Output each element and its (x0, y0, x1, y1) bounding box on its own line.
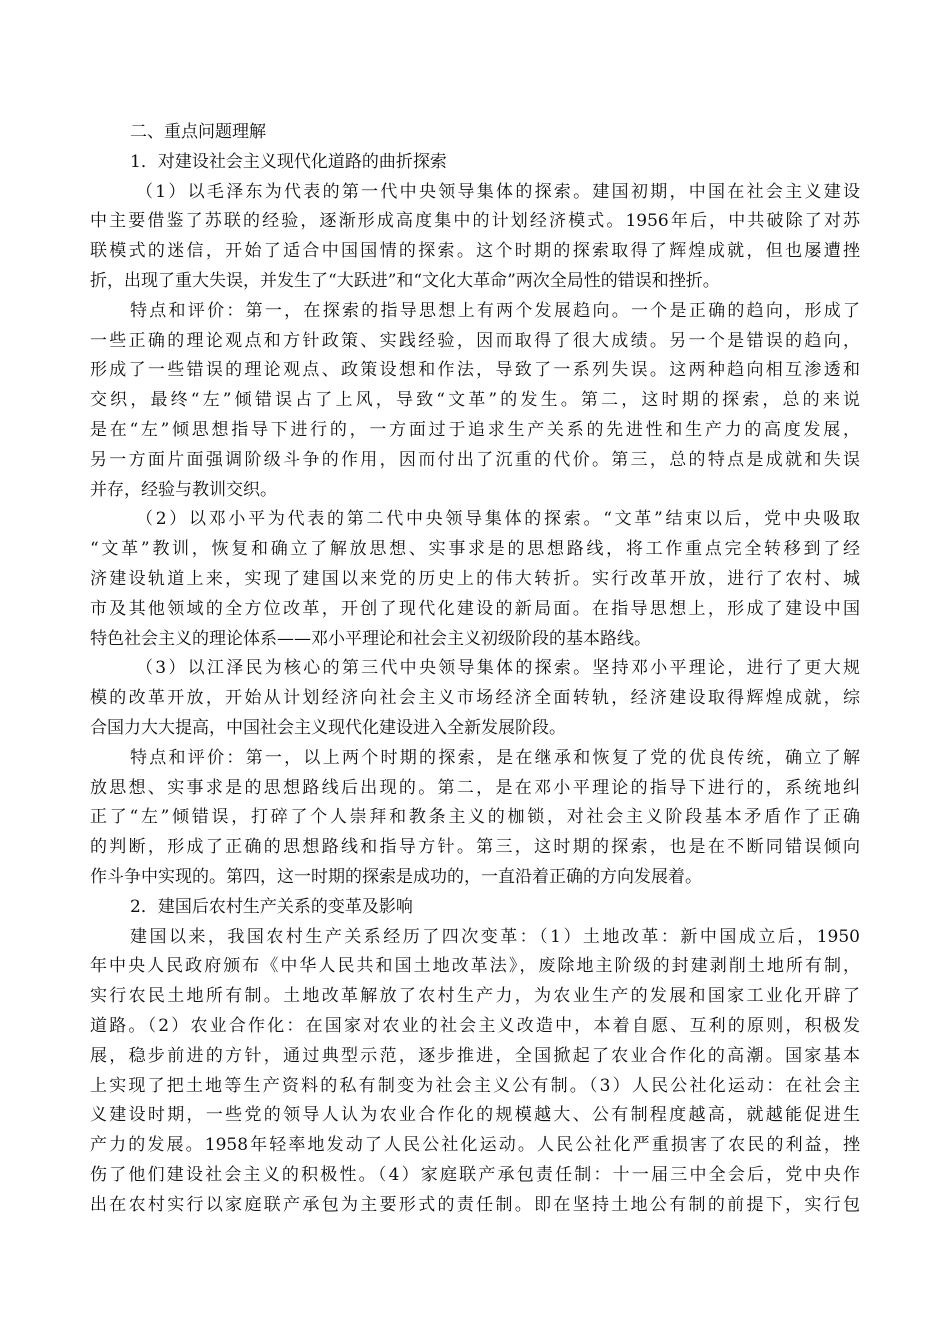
paragraph-line: 放思想、实事求是的思想路线后出现的。第二，是在邓小平理论的指导下进行的，系统地纠 (90, 777, 860, 798)
paragraph-line: 模的改革开放，开始从计划经济向社会主义市场经济全面转轨，经济建设取得辉煌成就，综 (90, 688, 860, 709)
subsection-title-2: 2．建国后农村生产关系的变革及影响 (130, 896, 413, 917)
paragraph-line: 合国力大大提高，中国社会主义现代化建设进入全新发展阶段。 (90, 717, 566, 738)
paragraph-line: 特点和评价：第一，以上两个时期的探索，是在继承和恢复了党的优良传统，确立了解 (130, 747, 860, 768)
paragraph-line: 是在“左”倾思想指导下进行的，一方面过于追求生产关系的先进性和生产力的高度发展， (90, 419, 860, 440)
paragraph-line: 道路。（2）农业合作化：在国家对农业的社会主义改造中，本着自愿、互利的原则，积极发 (90, 1015, 860, 1036)
paragraph-line: 联模式的迷信，开始了适合中国国情的探索。这个时期的探索取得了辉煌成就，但也屡遭挫 (90, 241, 860, 262)
paragraph-line: （3）以江泽民为核心的第三代中央领导集体的探索。坚持邓小平理论，进行了更大规 (136, 658, 860, 679)
paragraph-line: 伤了他们建设社会主义的积极性。（4）家庭联产承包责任制：十一届三中全会后，党中央作 (90, 1164, 860, 1185)
paragraph-line: 上实现了把土地等生产资料的私有制变为社会主义公有制。（3）人民公社化运动：在社会主 (90, 1075, 860, 1096)
paragraph-line: “文革”教训，恢复和确立了解放思想、实事求是的思想路线，将工作重点完全转移到了经 (90, 539, 860, 560)
paragraph-line: 特点和评价：第一，在探索的指导思想上有两个发展趋向。一个是正确的趋向，形成了 (130, 300, 860, 321)
paragraph-line: 的判断，形成了正确的思想路线和指导方针。第三，这时期的探索，也是在不断同错误倾向 (90, 837, 860, 858)
paragraph-line: （1）以毛泽东为代表的第一代中央领导集体的探索。建国初期，中国在社会主义建设 (136, 181, 860, 202)
paragraph-line: 市及其他领域的全方位改革，开创了现代化建设的新局面。在指导思想上，形成了建设中国 (90, 598, 860, 619)
paragraph-line: （2）以邓小平为代表的第二代中央领导集体的探索。“文革”结束以后，党中央吸取 (136, 509, 860, 530)
paragraph-line: 特色社会主义的理论体系——邓小平理论和社会主义初级阶段的基本路线。 (90, 628, 651, 649)
paragraph-line: 形成了一些错误的理论观点、政策设想和作法，导致了一系列失误。这两种趋向相互渗透和 (90, 360, 860, 381)
paragraph-line: 实行农民土地所有制。土地改革解放了农村生产力，为农业生产的发展和国家工业化开辟了 (90, 986, 860, 1007)
paragraph-line: 交织，最终“左”倾错误占了上风，导致“文革”的发生。第二，这时期的探索，总的来说 (90, 390, 860, 411)
paragraph-line: 义建设时期，一些党的领导人认为农业合作化的规模越大、公有制程度越高，就越能促进生 (90, 1105, 860, 1126)
paragraph-line: 折，出现了重大失误，并发生了“大跃进”和“文化大革命”两次全局性的错误和挫折。 (90, 270, 720, 291)
paragraph-line: 作斗争中实现的。第四，这一时期的探索是成功的，一直沿着正确的方向发展着。 (90, 866, 702, 887)
paragraph-line: 展，稳步前进的方针，通过典型示范，逐步推进，全国掀起了农业合作化的高潮。国家基本 (90, 1045, 860, 1066)
paragraph-line: 中主要借鉴了苏联的经验，逐渐形成高度集中的计划经济模式。1956年后，中共破除了对苏 (90, 211, 860, 232)
paragraph-line: 出在农村实行以家庭联产承包为主要形式的责任制。即在坚持土地公有制的前提下，实行包 (90, 1194, 860, 1215)
subsection-title-1: 1．对建设社会主义现代化道路的曲折探索 (130, 151, 447, 172)
paragraph-line: 另一方面片面强调阶级斗争的作用，因而付出了沉重的代价。第三，总的特点是成就和失误 (90, 449, 860, 470)
paragraph-line: 正了“左”倾错误，打碎了个人崇拜和教条主义的枷锁，对社会主义阶段基本矛盾作了正确 (90, 807, 860, 828)
paragraph-line: 产力的发展。1958年轻率地发动了人民公社化运动。人民公社化严重损害了农民的利益，挫 (90, 1135, 860, 1156)
section-heading: 二、重点问题理解 (130, 122, 266, 142)
paragraph-line: 年中央人民政府颁布《中华人民共和国土地改革法》，废除地主阶级的封建剥削土地所有制， (90, 956, 860, 977)
paragraph-line: 建国以来，我国农村生产关系经历了四次变革：（1）土地改革：新中国成立后，1950 (130, 926, 860, 947)
paragraph-line: 济建设轨道上来，实现了建国以来党的历史上的伟大转折。实行改革开放，进行了农村、城 (90, 568, 860, 589)
document-body (90, 118, 860, 1220)
paragraph-line: 一些正确的理论观点和方针政策、实践经验，因而取得了很大成绩。另一个是错误的趋向， (90, 330, 860, 351)
paragraph-line: 并存，经验与教训交织。 (90, 479, 277, 500)
